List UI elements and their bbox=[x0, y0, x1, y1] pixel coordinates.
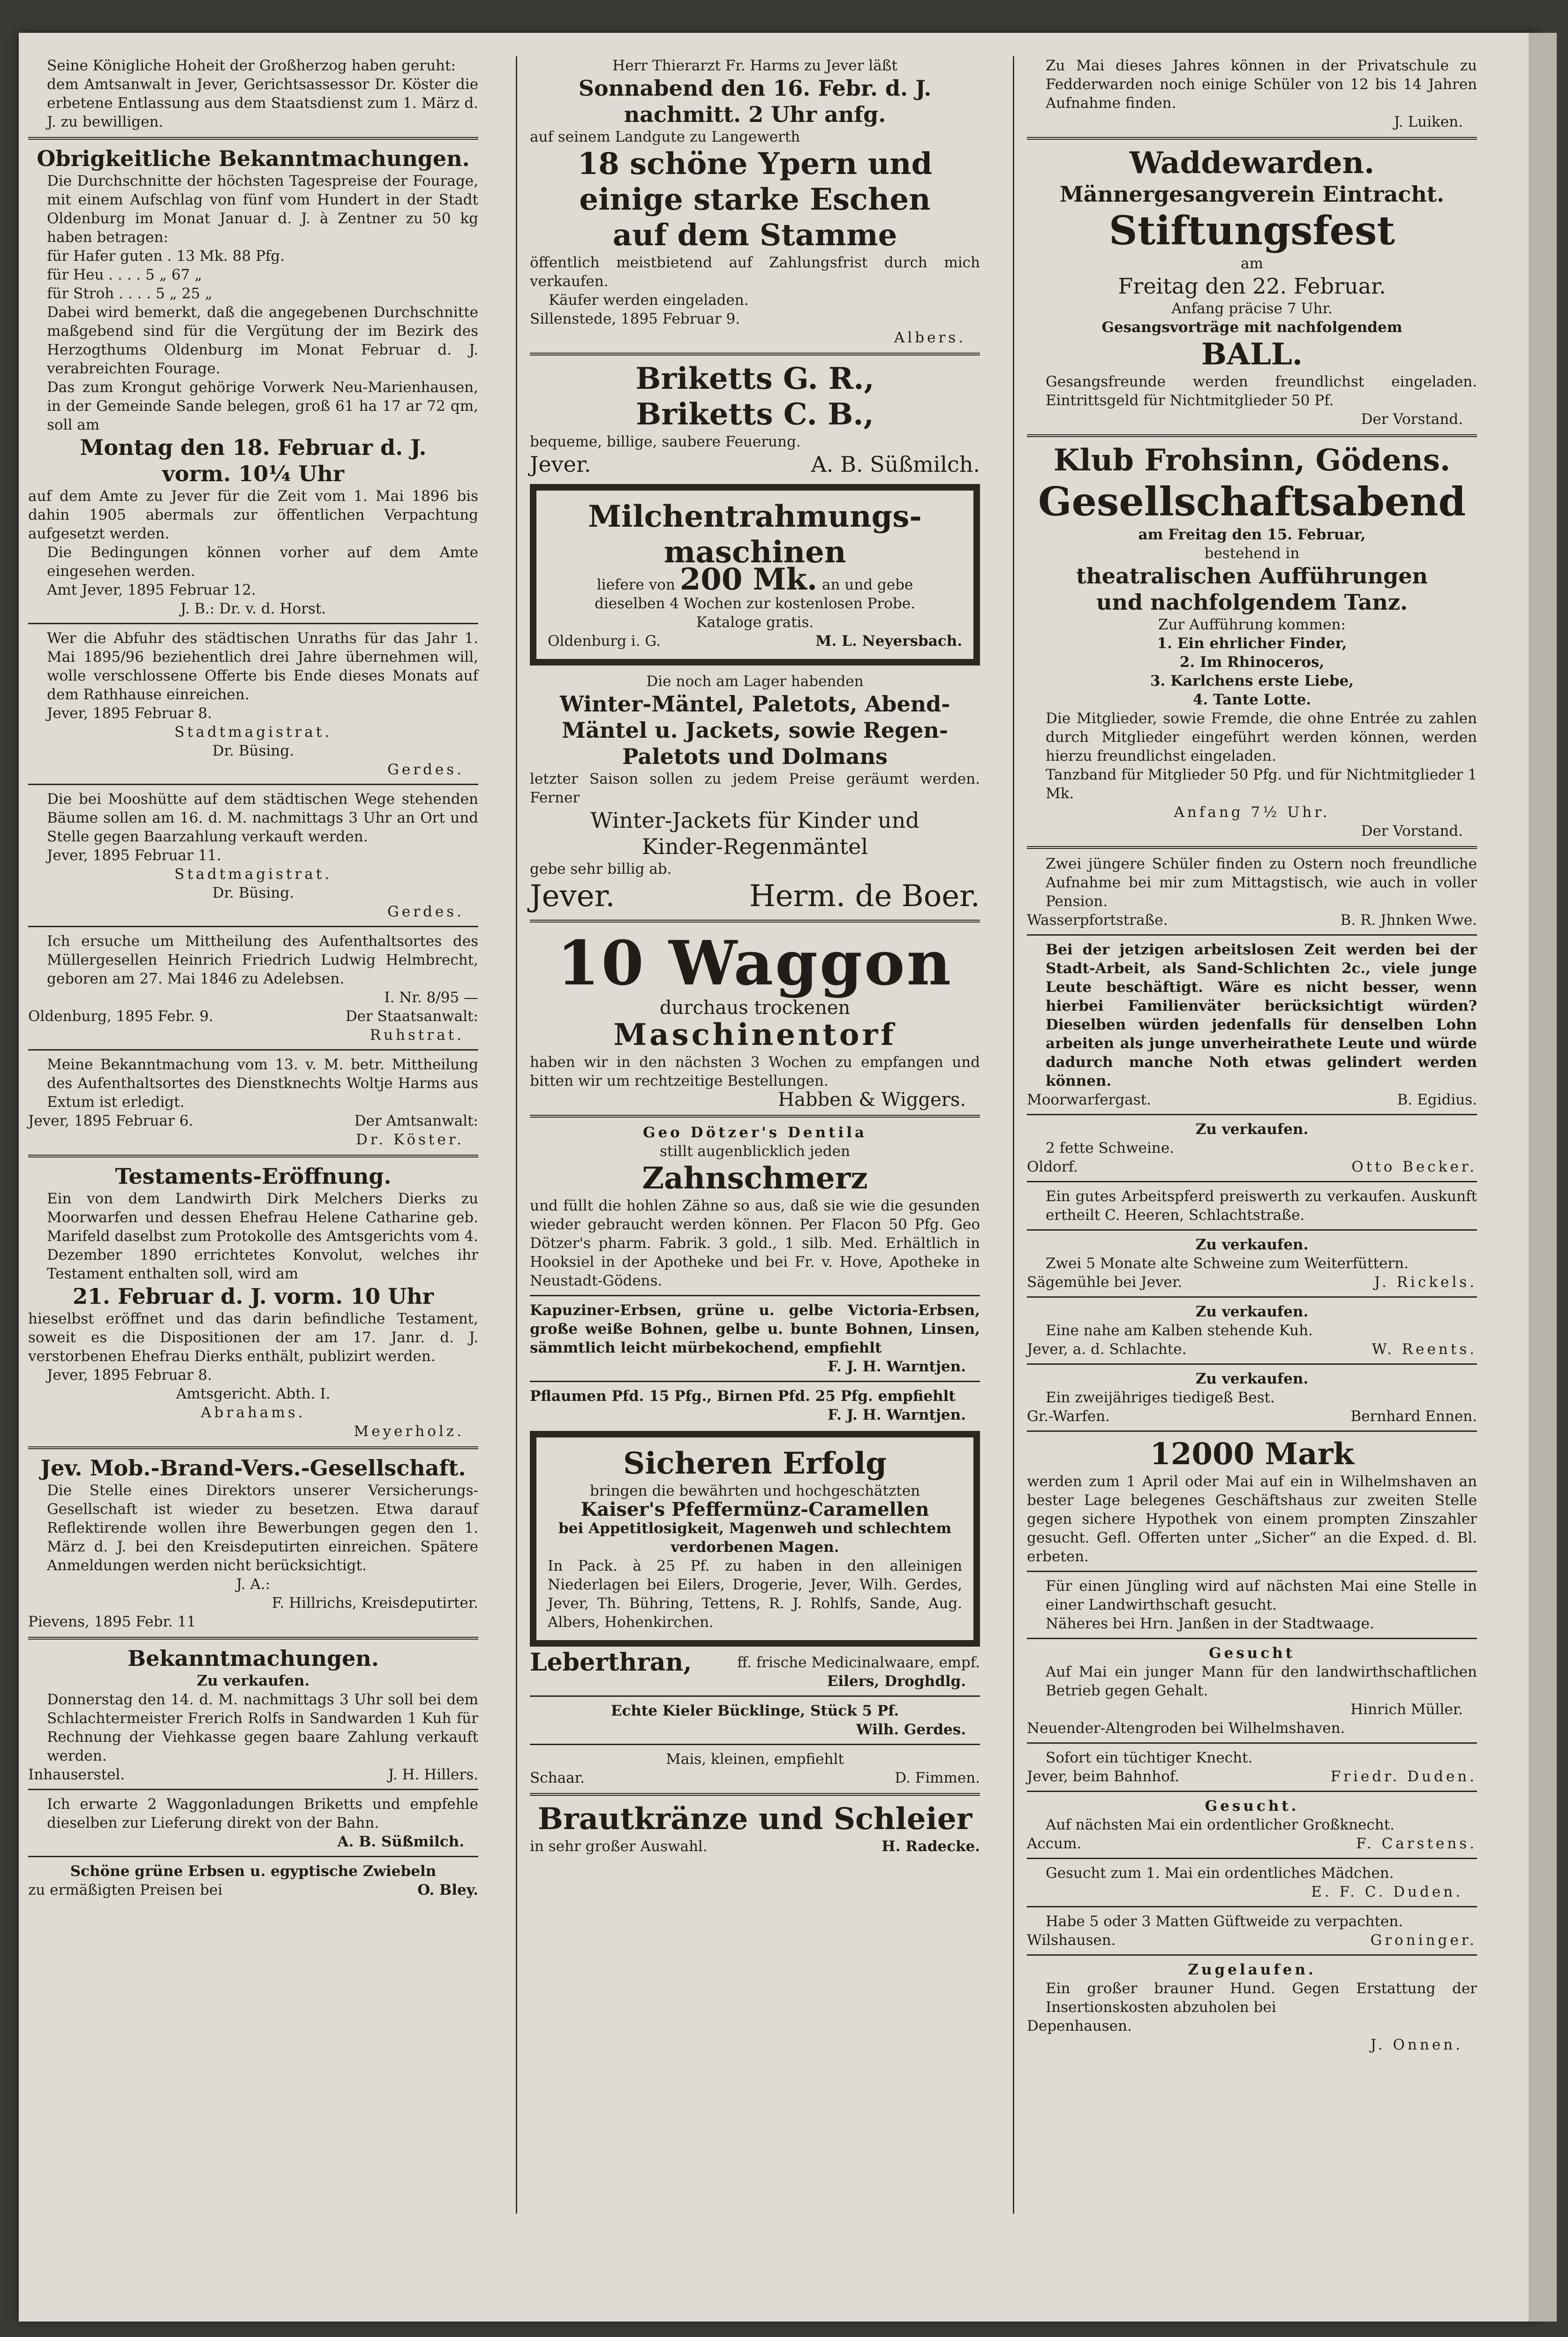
signature: Gerdes. bbox=[387, 761, 464, 778]
divider bbox=[530, 1695, 980, 1697]
price: 200 Mk. bbox=[679, 562, 818, 597]
program-item: 1. Ein ehrlicher Finder, bbox=[1157, 635, 1347, 652]
ad-text: letzter Saison sollen zu jedem Preise geräumt werden. Ferner bbox=[530, 771, 980, 806]
signature-row bbox=[28, 1765, 478, 1784]
ad-heading: Klub Frohsinn, Gödens. bbox=[1053, 443, 1451, 478]
ad-heading: Milchentrahmungs- bbox=[588, 499, 922, 534]
place: Jever. bbox=[530, 879, 615, 914]
price-line: für Heu . . . . 5 „ 67 „ bbox=[47, 266, 202, 283]
divider bbox=[28, 1789, 478, 1790]
notice-text: Die Stelle eines Direktors unserer Versicherungs-Gesellschaft ist wieder zu besetzen. Etwa darauf Reflektirende wollen ihre Bewerbungen gegen den 1. März d. J. bei den Kreisdeputirten einreichen. Spätere Anmeldungen werden nicht berücksichtigt. bbox=[47, 1482, 478, 1574]
divider bbox=[530, 1295, 980, 1296]
notice-text: Donnerstag den 14. d. M. nachmittags 3 Uhr soll bei dem Schlachtermeister Frerich Rolfs in Sandwarden 1 Kuh für Rechnung der Viehkasse gegen baare Zahlung verkauft werden. bbox=[47, 1691, 478, 1764]
subheading: Zu verkaufen. bbox=[1195, 1370, 1309, 1387]
ad-text: Ein gutes Arbeitspferd preiswerth zu verkaufen. Auskunft ertheilt C. Heeren, Schlachtstraße. bbox=[1046, 1188, 1477, 1224]
divider bbox=[28, 1856, 478, 1857]
signature: J. Onnen. bbox=[1370, 2036, 1463, 2053]
divider bbox=[1027, 1296, 1477, 1298]
divider bbox=[1027, 137, 1477, 140]
signature: Groninger. bbox=[1370, 1932, 1477, 1949]
place: Depenhausen. bbox=[1027, 2018, 1132, 2034]
program-item: 2. Im Rhinoceros, bbox=[1179, 654, 1325, 671]
section-heading: Obrigkeitliche Bekanntmachungen. bbox=[37, 146, 470, 171]
ad-heading: theatralischen Aufführungen bbox=[1076, 563, 1428, 589]
notice-date: Oldenburg, 1895 Febr. 9. bbox=[28, 1008, 214, 1025]
divider bbox=[1027, 1791, 1477, 1792]
ad-text: Ein zweijähriges tiedigeß Best. bbox=[1046, 1389, 1275, 1406]
notice-text: Ein von dem Landwirth Dirk Melchers Dierks zu Moorwarfen und dessen Ehefrau Helene Catharine geb. Marifeld daselbst zum Protokolle des Amtsgerichts vom 4. Dezember 1890 errichtetes Konvolut, welches ihr Testament enthalten soll, wird am bbox=[47, 1190, 478, 1282]
notice-text: Seine Königliche Hoheit der Großherzog haben geruht: bbox=[47, 57, 456, 74]
place: Sägemühle bei Jever. bbox=[1027, 1274, 1183, 1291]
ad-row bbox=[530, 1648, 980, 1677]
ad-heading: BALL. bbox=[1201, 337, 1303, 372]
signature-row bbox=[1027, 1407, 1477, 1426]
ad-text: Anfang 7½ Uhr. bbox=[1174, 804, 1330, 821]
notice-date: Jever, 1895 Februar 8. bbox=[47, 705, 212, 722]
ad-text: Ein großer brauner Hund. Gegen Erstattung der Insertionskosten abzuholen bei bbox=[1046, 1980, 1477, 2016]
signature-title: Der Amtsanwalt: bbox=[354, 1112, 478, 1129]
ad-text: Mais, kleinen, empfiehlt bbox=[666, 1751, 844, 1768]
ad-heading: Mäntel u. Jackets, sowie Regen- bbox=[562, 718, 948, 743]
divider bbox=[1027, 1181, 1477, 1182]
ad-text: Käufer werden eingeladen. bbox=[549, 292, 749, 309]
place: Accum. bbox=[1027, 1835, 1082, 1852]
divider bbox=[28, 926, 478, 927]
signature-row bbox=[28, 1007, 478, 1026]
notice-text: Das zum Krongut gehörige Vorwerk Neu-Marienhausen, in der Gemeinde Sande belegen, groß 61 ha 17 ar 72 qm, soll am bbox=[47, 379, 478, 433]
ad-text: Näheres bei Hrn. Janßen in der Stadtwaage. bbox=[1046, 1615, 1374, 1632]
notice-text: Meine Bekanntmachung vom 13. v. M. betr. Mittheilung des Aufenthaltsortes des Dienstknechts Woltje Harms aus Extum ist erledigt. bbox=[47, 1056, 478, 1111]
ad-text: bei Appetitlosigkeit, Magenweh und schlechtem verdorbenen Magen. bbox=[558, 1520, 951, 1556]
notice-text: Wer die Abfuhr des städtischen Unraths für das Jahr 1. Mai 1895/96 beziehentlich drei Jahre übernehmen will, wolle verschlossene Offerte bis Ende dieses Monats auf dem Rathhause einreichen. bbox=[47, 630, 478, 703]
ad-text: Echte Kieler Bücklinge, Stück 5 Pf. bbox=[611, 1702, 899, 1719]
ad-text: Gesucht zum 1. Mai ein ordentliches Mädchen. bbox=[1046, 1865, 1394, 1882]
price-line: für Stroh . . . . 5 „ 25 „ bbox=[47, 285, 212, 302]
place: Wasserpfortstraße. bbox=[1027, 912, 1168, 929]
divider bbox=[1027, 434, 1477, 437]
divider bbox=[1027, 1858, 1477, 1859]
ad-text: Kataloge gratis. bbox=[696, 614, 814, 631]
signature: J. H. Hillers. bbox=[388, 1766, 478, 1783]
ad-text: in sehr großer Auswahl. bbox=[530, 1838, 708, 1855]
signature: Albers. bbox=[894, 329, 966, 346]
ad-heading: einige starke Eschen bbox=[579, 182, 931, 217]
ad-text: Kapuziner-Erbsen, grüne u. gelbe Victoria-Erbsen, große weiße Bohnen, gelbe u. bunte Bohnen, Linsen, sämmtlich leicht mürbekochend, empfiehlt bbox=[530, 1302, 980, 1356]
price-line: für Hafer guten . 13 Mk. 88 Pfg. bbox=[47, 248, 285, 265]
signature-row bbox=[530, 1769, 980, 1787]
ad-text: an und gebe bbox=[822, 576, 913, 593]
signature: Hinrich Müller. bbox=[1350, 1701, 1463, 1718]
column-1 bbox=[28, 56, 478, 1899]
signature: H. Radecke. bbox=[882, 1838, 980, 1855]
subheading: Zu verkaufen. bbox=[1195, 1303, 1309, 1320]
signature-row bbox=[530, 878, 980, 914]
time-heading: nachmitt. 2 Uhr anfg. bbox=[624, 102, 886, 127]
ad-heading: Zahnschmerz bbox=[642, 1161, 868, 1196]
divider bbox=[28, 137, 478, 140]
signature: Der Vorstand. bbox=[1361, 411, 1463, 428]
signature: Gerdes. bbox=[387, 903, 464, 920]
ad-text: auf seinem Landgute zu Langewerth bbox=[530, 129, 800, 145]
signature: Meyerholz. bbox=[354, 1423, 464, 1440]
signature: Ruhstrat. bbox=[369, 1027, 464, 1044]
ad-heading: Männergesangverein Eintracht. bbox=[1059, 182, 1445, 207]
signature-row bbox=[1027, 1157, 1477, 1176]
ad-heading: Gesellschaftsabend bbox=[1038, 478, 1466, 525]
signature: Dr. Köster. bbox=[356, 1131, 464, 1148]
ad-heading: Paletots und Dolmans bbox=[622, 744, 888, 769]
subheading: Zu verkaufen. bbox=[1195, 1121, 1309, 1138]
signature: Otto Becker. bbox=[1351, 1158, 1477, 1175]
signature: A. B. Süßmilch. bbox=[337, 1833, 464, 1850]
column-rule bbox=[1013, 56, 1014, 2214]
signature: F. J. H. Warntjen. bbox=[828, 1358, 966, 1375]
section-heading: Testaments-Eröffnung. bbox=[115, 1164, 392, 1189]
ad-text: 2 fette Schweine. bbox=[1046, 1140, 1175, 1157]
ad-text: Herr Thierarzt Fr. Harms zu Jever läßt bbox=[612, 57, 897, 74]
place: Jever, a. d. Schlachte. bbox=[1027, 1341, 1187, 1358]
program-item: 4. Tante Lotte. bbox=[1192, 691, 1312, 708]
ad-text: öffentlich meistbietend auf Zahlungsfrist durch mich verkaufen. bbox=[530, 254, 980, 290]
signature-row bbox=[1027, 1273, 1477, 1292]
ad-heading: Schöne grüne Erbsen u. egyptische Zwiebeln bbox=[70, 1863, 437, 1880]
ad-text: Auf nächsten Mai ein ordentlicher Großknecht. bbox=[1046, 1816, 1395, 1833]
date-heading: Freitag den 22. Februar. bbox=[1118, 273, 1386, 299]
ad-text: Eine nahe am Kalben stehende Kuh. bbox=[1046, 1322, 1313, 1339]
signature: Dr. Büsing. bbox=[212, 742, 294, 759]
ad-text: Zur Aufführung kommen: bbox=[1158, 616, 1346, 633]
signature: M. L. Neyersbach. bbox=[815, 633, 962, 650]
ad-text: Gesangsfreunde werden freundlichst eingeladen. Eintrittsgeld für Nichtmitglieder 50 Pf. bbox=[1046, 373, 1477, 409]
ad-text: bestehend in bbox=[1204, 545, 1300, 562]
signature-row bbox=[1027, 1767, 1477, 1786]
ad-heading: Waddewarden. bbox=[1129, 145, 1375, 181]
place: Moorwarfergast. bbox=[1027, 1091, 1151, 1108]
signature: W. Reents. bbox=[1372, 1341, 1477, 1358]
signature-row bbox=[1027, 1090, 1477, 1109]
ad-text: Pflaumen Pfd. 15 Pfg., Birnen Pfd. 25 Pfg. empfiehlt bbox=[530, 1388, 956, 1405]
ad-text: Die Mitglieder, sowie Fremde, die ohne Entrée zu zahlen durch Mitglieder eingeführt werden können, werden hierzu freundlichst eingeladen. bbox=[1046, 710, 1477, 764]
signature-row bbox=[28, 1881, 478, 1899]
time-heading: vorm. 10¼ Uhr bbox=[162, 461, 345, 486]
signature-row bbox=[1027, 1834, 1477, 1853]
signature-row bbox=[530, 451, 980, 477]
ad-text: Tanzband für Mitglieder 50 Pfg. und für Nichtmitglieder 1 Mk. bbox=[1046, 766, 1477, 802]
divider bbox=[530, 1115, 980, 1118]
ad-text: Gesangsvorträge mit nachfolgendem bbox=[1101, 319, 1402, 336]
signature: O. Bley. bbox=[417, 1882, 478, 1898]
signature: J. A.: bbox=[236, 1576, 271, 1593]
ad-heading: 18 schöne Ypern und bbox=[577, 146, 933, 182]
place: Schaar. bbox=[530, 1770, 585, 1786]
ad-heading: Maschinentorf bbox=[613, 1017, 897, 1052]
ad-heading: Brautkränze und Schleier bbox=[537, 1801, 972, 1837]
ad-heading: Winter-Jackets für Kinder und bbox=[590, 808, 920, 833]
ad-text: Zwei 5 Monate alte Schweine zum Weiterfüttern. bbox=[1046, 1255, 1409, 1272]
notice-text: Die bei Mooshütte auf dem städtischen Wege stehenden Bäume sollen am 16. d. M. nachmittags 3 Uhr an Ort und Stelle gegen Baarzahlung verkauft werden. bbox=[47, 791, 478, 845]
notice-date: Sillenstede, 1895 Februar 9. bbox=[530, 310, 740, 327]
divider bbox=[1027, 1954, 1477, 1956]
subheading: Gesucht. bbox=[1205, 1798, 1299, 1815]
notice-text: dem Amtsanwalt in Jever, Gerichtsassessor Dr. Köster die erbetene Entlassung aus dem Staatsdienst zum 1. März d. J. zu bewilligen. bbox=[47, 76, 478, 130]
signature: Der Vorstand. bbox=[1361, 823, 1463, 840]
divider bbox=[1027, 1742, 1477, 1744]
divider bbox=[28, 1049, 478, 1051]
ad-heading: Kaiser's Pfeffermünz-Caramellen bbox=[580, 1498, 929, 1520]
signature-row bbox=[1027, 1340, 1477, 1359]
ad-heading: Sicheren Erfolg bbox=[623, 1446, 887, 1481]
signature: Eilers, Droghdlg. bbox=[827, 1673, 966, 1690]
ad-box-caramels bbox=[530, 1431, 980, 1647]
place: Neuender-Altengroden bei Wilhelmshaven. bbox=[1027, 1720, 1345, 1737]
signature: Stadtmagistrat. bbox=[174, 724, 332, 741]
place: Gr.-Warfen. bbox=[1027, 1408, 1110, 1425]
signature: B. Egidius. bbox=[1397, 1091, 1477, 1108]
ad-heading: Briketts C. B., bbox=[636, 397, 874, 432]
column-rule bbox=[516, 56, 517, 2214]
ad-text: und füllt die hohlen Zähne so aus, daß sie wie die gesunden wieder gebraucht werden können. Per Flacon 50 Pfg. Geo Dötzer's pharm. Fabrik. 3 gold., 1 silb. Med. Erhältlich in Hooksiel in der Apotheke und bei Fr. v. Hove, Apotheke in Neustadt-Gödens. bbox=[530, 1197, 980, 1289]
place: Inhauserstel. bbox=[28, 1766, 125, 1783]
ad-text: Sofort ein tüchtiger Knecht. bbox=[1046, 1749, 1253, 1766]
signature-row bbox=[1027, 1931, 1477, 1950]
divider bbox=[1027, 1363, 1477, 1365]
ad-text: Auf Mai ein junger Mann für den landwirthschaftlichen Betrieb gegen Gehalt. bbox=[1046, 1664, 1477, 1699]
notice-date: Amt Jever, 1895 Februar 12. bbox=[47, 582, 256, 598]
place: Jever. bbox=[530, 452, 591, 477]
divider bbox=[1027, 1114, 1477, 1115]
subheading: Zugelaufen. bbox=[1188, 1961, 1316, 1978]
subheading: Zu verkaufen. bbox=[1195, 1236, 1309, 1253]
divider bbox=[28, 1155, 478, 1157]
ad-text: haben wir in den nächsten 3 Wochen zu empfangen und bitten wir um rechtzeitige Bestellungen. bbox=[530, 1054, 980, 1089]
ad-text: bequeme, billige, saubere Feuerung. bbox=[530, 433, 801, 450]
place: Oldorf. bbox=[1027, 1158, 1078, 1175]
signature-row bbox=[530, 1837, 980, 1856]
divider bbox=[1027, 1906, 1477, 1907]
subheading: Gesucht bbox=[1209, 1645, 1295, 1662]
divider bbox=[28, 1446, 478, 1449]
signature-row bbox=[1027, 911, 1477, 930]
signature: Bernhard Ennen. bbox=[1350, 1408, 1477, 1425]
ad-heading: auf dem Stamme bbox=[612, 218, 897, 253]
ad-text: Habe 5 oder 3 Matten Güftweide zu verpachten. bbox=[1046, 1913, 1403, 1930]
ad-text: liefere von bbox=[596, 576, 675, 593]
ad-box-milk-separators bbox=[530, 484, 980, 666]
program-item: 3. Karlchens erste Liebe, bbox=[1150, 673, 1354, 689]
signature: F. J. H. Warntjen. bbox=[828, 1407, 966, 1423]
ad-text: Für einen Jüngling wird auf nächsten Mai eine Stelle in einer Landwirthschaft gesucht. bbox=[1046, 1578, 1477, 1613]
section-heading: Jev. Mob.-Brand-Vers.-Gesellschaft. bbox=[40, 1455, 466, 1481]
notice-text: hieselbst eröffnet und das darin befindliche Testament, soweit es die Dispositionen der am 17. Janr. d. J. verstorbenen Ehefrau Dierks enthält, publizirt werden. bbox=[28, 1310, 478, 1365]
signature: B. R. Jhnken Wwe. bbox=[1340, 912, 1477, 929]
date-heading: 21. Februar d. J. vorm. 10 Uhr bbox=[73, 1284, 434, 1309]
signature-row bbox=[28, 1112, 478, 1130]
ad-heading: Winter-Mäntel, Paletots, Abend- bbox=[559, 691, 950, 717]
ad-text: zu ermäßigten Preisen bei bbox=[28, 1882, 223, 1898]
notice-text: Die Durchschnitte der höchsten Tagespreise der Fourage, mit einem Aufschlag von fünf vom Hundert in der Stadt Oldenburg im Monat Januar d. J. à Zentner zu 50 kg haben betragen: bbox=[47, 173, 478, 246]
divider bbox=[530, 353, 980, 355]
notice-text: Ich erwarte 2 Waggonladungen Briketts und empfehle dieselben zur Lieferung direkt von der Bahn. bbox=[47, 1796, 478, 1831]
ad-text: gebe sehr billig ab. bbox=[530, 861, 672, 877]
divider bbox=[530, 1381, 980, 1382]
reference: I. Nr. 8/95 — bbox=[384, 989, 478, 1006]
notice-text: Ich ersuche um Mittheilung des Aufenthaltsortes des Müllergesellen Heinrich Friedrich Ludwig Helmbrecht, geboren am 27. Mai 1846 zu Adelebsen. bbox=[47, 933, 478, 987]
notice-text: auf dem Amte zu Jever für die Zeit vom 1. Mai 1896 bis dahin 1905 abermals zur öffentlichen Verpachtung aufgesetzt werden. bbox=[28, 488, 478, 542]
place: Oldenburg i. G. bbox=[548, 633, 661, 650]
ad-heading: Kinder-Regenmäntel bbox=[641, 834, 868, 859]
ad-text: Bei der jetzigen arbeitslosen Zeit werden bei der Stadt-Arbeit, als Sand-Schlichten 2c., viele junge Leute beschäftigt. Wäre es nicht besser, wenn hierbei Familienväter berücksichtigt würden? Dieselben würden jedenfalls für denselben Lohn arbeiten als junge unverheirathete Leute und würde dadurch manche Noth etwas gelindert werden können. bbox=[1046, 941, 1477, 1089]
divider bbox=[28, 1637, 478, 1640]
section-heading: Bekanntmachungen. bbox=[128, 1646, 379, 1671]
date-heading: Sonnabend den 16. Febr. d. J. bbox=[578, 76, 932, 101]
divider bbox=[1027, 1430, 1477, 1432]
divider bbox=[530, 920, 980, 923]
divider bbox=[530, 1744, 980, 1745]
ad-text: Zwei jüngere Schüler finden zu Ostern noch freundliche Aufnahme bei mir zum Mittagstisch, wie auch in voller Pension. bbox=[1046, 855, 1477, 910]
signature: E. F. C. Duden. bbox=[1311, 1883, 1463, 1900]
ad-text: werden zum 1 April oder Mai auf ein in Wilhelmshaven an bester Lage belegenes Geschäftshaus zur zweiten Stelle gegen sichere Hypothek von einem prompten Zinszahler gesucht. Gefl. Offerten unter „Sicher“ an die Exped. d. Bl. erbeten. bbox=[1027, 1473, 1477, 1565]
ad-text: In Pack. à 25 Pf. zu haben in den alleinigen Niederlagen bei Eilers, Drogerie, Jever, Wilh. Gerdes, Jever, Th. Bühring, Tettens, R. J. Rohlfs, Sande, Aug. Albers, Hohenkirchen. bbox=[548, 1558, 962, 1631]
signature-title: Der Staatsanwalt: bbox=[345, 1008, 478, 1025]
ad-heading: Geo Dötzer's Dentila bbox=[642, 1124, 867, 1141]
ad-text: dieselben 4 Wochen zur kostenlosen Probe. bbox=[595, 595, 915, 612]
ad-text: Zu Mai dieses Jahres können in der Privatschule zu Fedderwarden noch einige Schüler von 12 bis 14 Jahren Aufnahme finden. bbox=[1046, 57, 1477, 112]
ad-text: durchaus trockenen bbox=[659, 997, 851, 1019]
divider bbox=[28, 623, 478, 624]
signature: A. B. Süßmilch. bbox=[811, 452, 980, 477]
signature: Amtsgericht. Abth. I. bbox=[176, 1385, 331, 1402]
ad-text: am Freitag den 15. Februar, bbox=[1138, 526, 1366, 543]
ad-heading: 12000 Mark bbox=[1150, 1437, 1354, 1472]
ad-text: Die noch am Lager habenden bbox=[646, 673, 864, 690]
signature: J. Rickels. bbox=[1374, 1274, 1477, 1291]
ad-text: Anfang präcise 7 Uhr. bbox=[1171, 300, 1333, 317]
signature: Dr. Büsing. bbox=[212, 885, 294, 901]
ad-heading: maschinen bbox=[663, 535, 846, 570]
divider bbox=[1027, 1571, 1477, 1572]
ad-heading: 10 Waggon bbox=[557, 927, 953, 999]
subheading: Zu verkaufen. bbox=[196, 1672, 310, 1689]
ad-text: bringen die bewährten und hochgeschätzten bbox=[589, 1482, 920, 1499]
divider bbox=[530, 1793, 980, 1796]
notice-text: Dabei wird bemerkt, daß die angegebenen Durchschnitte maßgebend sind für die Vergütung der im Bezirk des Herzogthums Oldenburg im Monat Februar d. J. verabreichten Fourage. bbox=[47, 304, 478, 377]
signature: Herm. de Boer. bbox=[749, 879, 980, 914]
signature: Habben & Wiggers. bbox=[778, 1089, 966, 1111]
signature: Abrahams. bbox=[201, 1404, 306, 1421]
divider bbox=[1027, 934, 1477, 936]
ad-heading: Stiftungsfest bbox=[1108, 207, 1395, 254]
signature: F. Hillrichs, Kreisdeputirter. bbox=[271, 1595, 478, 1611]
ad-heading: Leberthran, bbox=[530, 1648, 692, 1677]
signature: D. Fimmen. bbox=[895, 1770, 980, 1786]
signature: F. Carstens. bbox=[1356, 1835, 1477, 1852]
column-3 bbox=[1027, 56, 1477, 2054]
notice-date: Pievens, 1895 Febr. 11 bbox=[28, 1613, 196, 1630]
ad-heading: und nachfolgendem Tanz. bbox=[1096, 590, 1408, 615]
ad-text: stillt augenblicklich jeden bbox=[660, 1143, 850, 1160]
signature: Stadtmagistrat. bbox=[174, 866, 332, 883]
ad-text: am bbox=[1241, 255, 1263, 272]
ad-heading: Briketts G. R., bbox=[635, 361, 874, 396]
notice-date: Jever, 1895 Februar 11. bbox=[47, 847, 221, 864]
place: Wilshausen. bbox=[1027, 1932, 1116, 1949]
ad-price-line bbox=[548, 562, 962, 597]
signature: Wilh. Gerdes. bbox=[856, 1721, 966, 1738]
column-2 bbox=[530, 56, 980, 1856]
ad-text: ff. frische Medicinalwaare, empf. bbox=[737, 1654, 980, 1671]
notice-date: Jever, 1895 Februar 6. bbox=[28, 1112, 194, 1129]
divider bbox=[1027, 1638, 1477, 1639]
divider bbox=[1027, 846, 1477, 849]
notice-date: Jever, 1895 Februar 8. bbox=[47, 1367, 212, 1384]
divider bbox=[28, 784, 478, 785]
place: Jever, beim Bahnhof. bbox=[1027, 1768, 1180, 1785]
notice-text: Die Bedingungen können vorher auf dem Amte eingesehen werden. bbox=[47, 544, 478, 580]
signature: J. B.: Dr. v. d. Horst. bbox=[180, 600, 326, 617]
signature: Friedr. Duden. bbox=[1330, 1768, 1477, 1785]
divider bbox=[1027, 1229, 1477, 1231]
signature-row bbox=[548, 632, 962, 650]
signature: J. Luiken. bbox=[1394, 113, 1463, 130]
page-edge bbox=[1529, 33, 1557, 2322]
date-heading: Montag den 18. Februar d. J. bbox=[80, 435, 427, 460]
